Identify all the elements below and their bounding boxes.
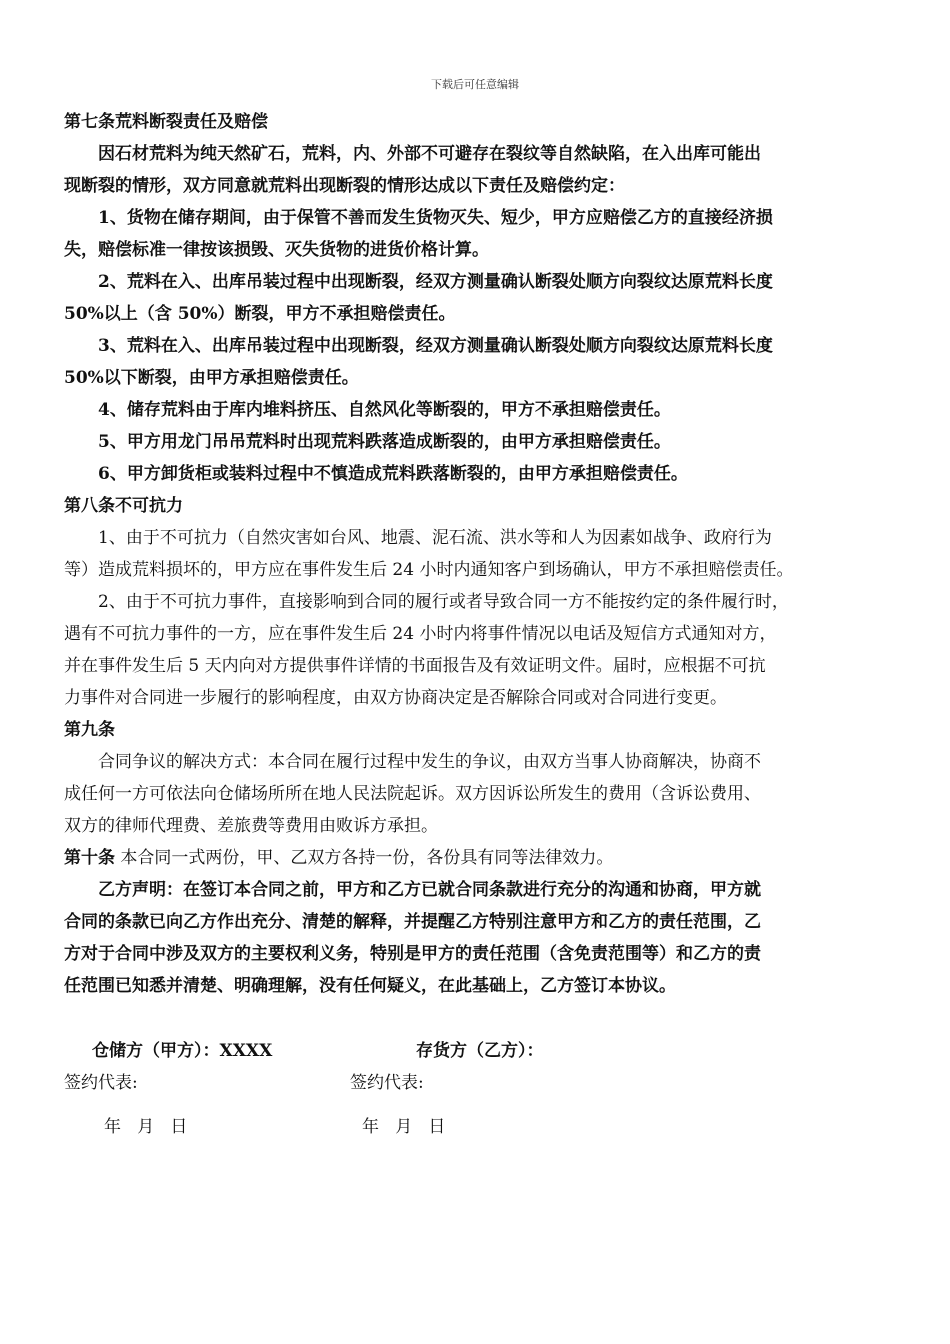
article7-item1-line1: 1、货物在储存期间，由于保管不善而发生货物灭失、短少，甲方应赔偿乙方的直接经济损 xyxy=(98,208,773,228)
article7-item1-line2: 失，赔偿标准一律按该损毁、灭失货物的进货价格计算。 xyxy=(64,240,489,260)
declaration-line3: 方对于合同中涉及双方的主要权利义务，特别是甲方的责任范围（含免责范围等）和乙方的责 xyxy=(64,944,761,964)
signature-dates xyxy=(64,1112,884,1138)
article7-item2-line1: 2、荒料在入、出库吊装过程中出现断裂，经双方测量确认断裂处顺方向裂纹达原荒料长度 xyxy=(98,272,773,292)
declaration-line4: 任范围已知悉并清楚、明确理解，没有任何疑义，在此基础上，乙方签订本协议。 xyxy=(64,976,676,996)
date-a: 年 月 日 xyxy=(104,1117,188,1137)
article8-title: 第八条不可抗力 xyxy=(64,496,183,516)
page-header: 下载后可任意编辑 xyxy=(431,78,519,91)
article8-item2-line1: 2、由于不可抗力事件，直接影响到合同的履行或者导致合同一方不能按约定的条件履行时， xyxy=(98,592,789,612)
party-b-label: 存货方（乙方）： xyxy=(416,1041,544,1061)
rep-a-label: 签约代表: xyxy=(64,1073,138,1093)
article8-item1-line1: 1、由于不可抗力（自然灾害如台风、地震、泥石流、洪水等和人为因素如战争、政府行为 xyxy=(98,528,772,548)
article7-item4: 4、储存荒料由于库内堆料挤压、自然风化等断裂的，甲方不承担赔偿责任。 xyxy=(98,400,671,420)
contract-body xyxy=(64,106,864,1002)
declaration-line1: 乙方声明：在签订本合同之前，甲方和乙方已就合同条款进行充分的沟通和协商，甲方就 xyxy=(98,880,761,900)
article7-item3-line2: 50%以下断裂，由甲方承担赔偿责任。 xyxy=(64,368,359,388)
rep-b-label: 签约代表: xyxy=(350,1073,424,1093)
signature-representatives xyxy=(64,1068,884,1094)
article7-title: 第七条荒料断裂责任及赔偿 xyxy=(64,112,268,132)
article7-intro-line1: 因石材荒料为纯天然矿石，荒料，内、外部不可避存在裂纹等自然缺陷，在入出库可能出 xyxy=(98,144,761,164)
article8-item1-line2: 等）造成荒料损坏的，甲方应在事件发生后 24 小时内通知客户到场确认，甲方不承担赔偿责任。 xyxy=(64,560,794,580)
signature-parties xyxy=(64,1036,884,1062)
article8-item2-line4: 力事件对合同进一步履行的影响程度，由双方协商决定是否解除合同或对合同进行变更。 xyxy=(64,688,727,708)
article7-item2-line2: 50%以上（含 50%）断裂，甲方不承担赔偿责任。 xyxy=(64,304,456,324)
article10 xyxy=(64,842,864,874)
article7-item6: 6、甲方卸货柜或装料过程中不慎造成荒料跌落断裂的，由甲方承担赔偿责任。 xyxy=(98,464,688,484)
article9-body-line1: 合同争议的解决方式：本合同在履行过程中发生的争议，由双方当事人协商解决，协商不 xyxy=(98,752,761,772)
article9-body-line3: 双方的律师代理费、差旅费等费用由败诉方承担。 xyxy=(64,816,438,836)
date-b: 年 月 日 xyxy=(362,1117,446,1137)
declaration-line2: 合同的条款已向乙方作出充分、清楚的解释，并提醒乙方特别注意甲方和乙方的责任范围，乙 xyxy=(64,912,761,932)
article10-body: 本合同一式两份，甲、乙双方各持一份，各份具有同等法律效力。 xyxy=(115,848,614,868)
article8-item2-line2: 遇有不可抗力事件的一方，应在事件发生后 24 小时内将事件情况以电话及短信方式通知对方， xyxy=(64,624,777,644)
article7-item5: 5、甲方用龙门吊吊荒料时出现荒料跌落造成断裂的，由甲方承担赔偿责任。 xyxy=(98,432,671,452)
article7-item3-line1: 3、荒料在入、出库吊装过程中出现断裂，经双方测量确认断裂处顺方向裂纹达原荒料长度 xyxy=(98,336,773,356)
article9-body-line2: 成任何一方可依法向仓储场所所在地人民法院起诉。双方因诉讼所发生的费用（含诉讼费用、 xyxy=(64,784,761,804)
article7-intro-line2: 现断裂的情形，双方同意就荒料出现断裂的情形达成以下责任及赔偿约定： xyxy=(64,176,625,196)
article8-item2-line3: 并在事件发生后 5 天内向对方提供事件详情的书面报告及有效证明文件。届时，应根据不可抗 xyxy=(64,656,766,676)
article10-title: 第十条 xyxy=(64,848,115,868)
article9-title: 第九条 xyxy=(64,720,115,740)
party-a-label: 仓储方（甲方）：XXXX xyxy=(92,1041,273,1061)
